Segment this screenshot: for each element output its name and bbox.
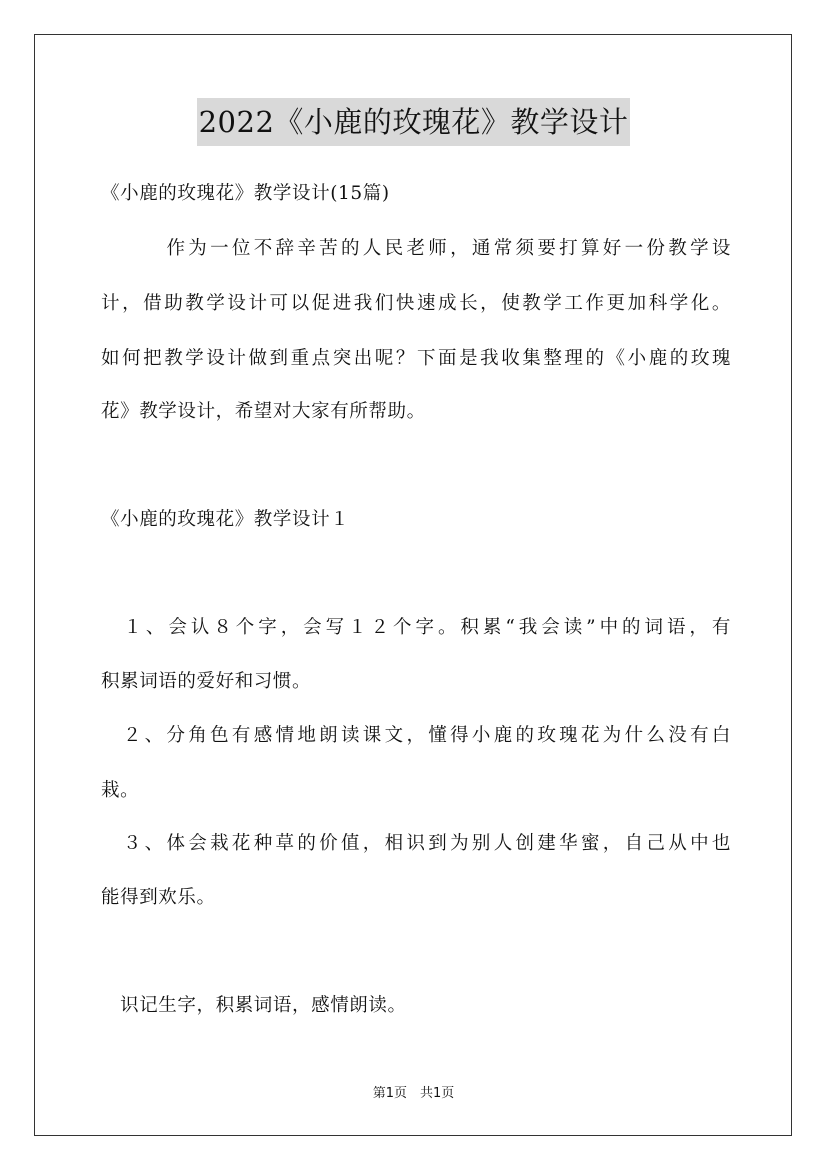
section-heading: 《小鹿的玫瑰花》教学设计１ (101, 509, 350, 530)
document-subtitle: 《小鹿的玫瑰花》教学设计(15篇) (101, 183, 390, 204)
key-point: 识记生字，积累词语，感情朗读。 (101, 995, 407, 1016)
goal-line-1: １、会认８个字，会写１２个字。积累“我会读”中的词语，有 (101, 617, 731, 638)
goal-line-6: 能得到欢乐。 (101, 887, 216, 908)
goal-line-4: 栽。 (101, 780, 140, 801)
intro-line-3: 如何把教学设计做到重点突出呢？下面是我收集整理的《小鹿的玫瑰 (101, 348, 731, 369)
goal-line-3: ２、分角色有感情地朗读课文，懂得小鹿的玫瑰花为什么没有白 (101, 725, 731, 746)
page-footer: 第1页 共1页 (372, 1086, 455, 1101)
intro-line-4: 花》教学设计，希望对大家有所帮助。 (101, 401, 426, 422)
intro-line-2: 计，借助教学设计可以促进我们快速成长，使教学工作更加科学化。 (101, 293, 731, 314)
goal-line-2: 积累词语的爱好和习惯。 (101, 671, 312, 692)
goal-line-5: ３、体会栽花种草的价值，相识到为别人创建华蜜，自己从中也 (101, 833, 731, 854)
intro-line-1: 作为一位不辞辛苦的人民老师，通常须要打算好一份教学设 (101, 238, 731, 259)
document-title: 2022《小鹿的玫瑰花》教学设计 (197, 98, 631, 146)
document-title-wrap (0, 98, 827, 146)
